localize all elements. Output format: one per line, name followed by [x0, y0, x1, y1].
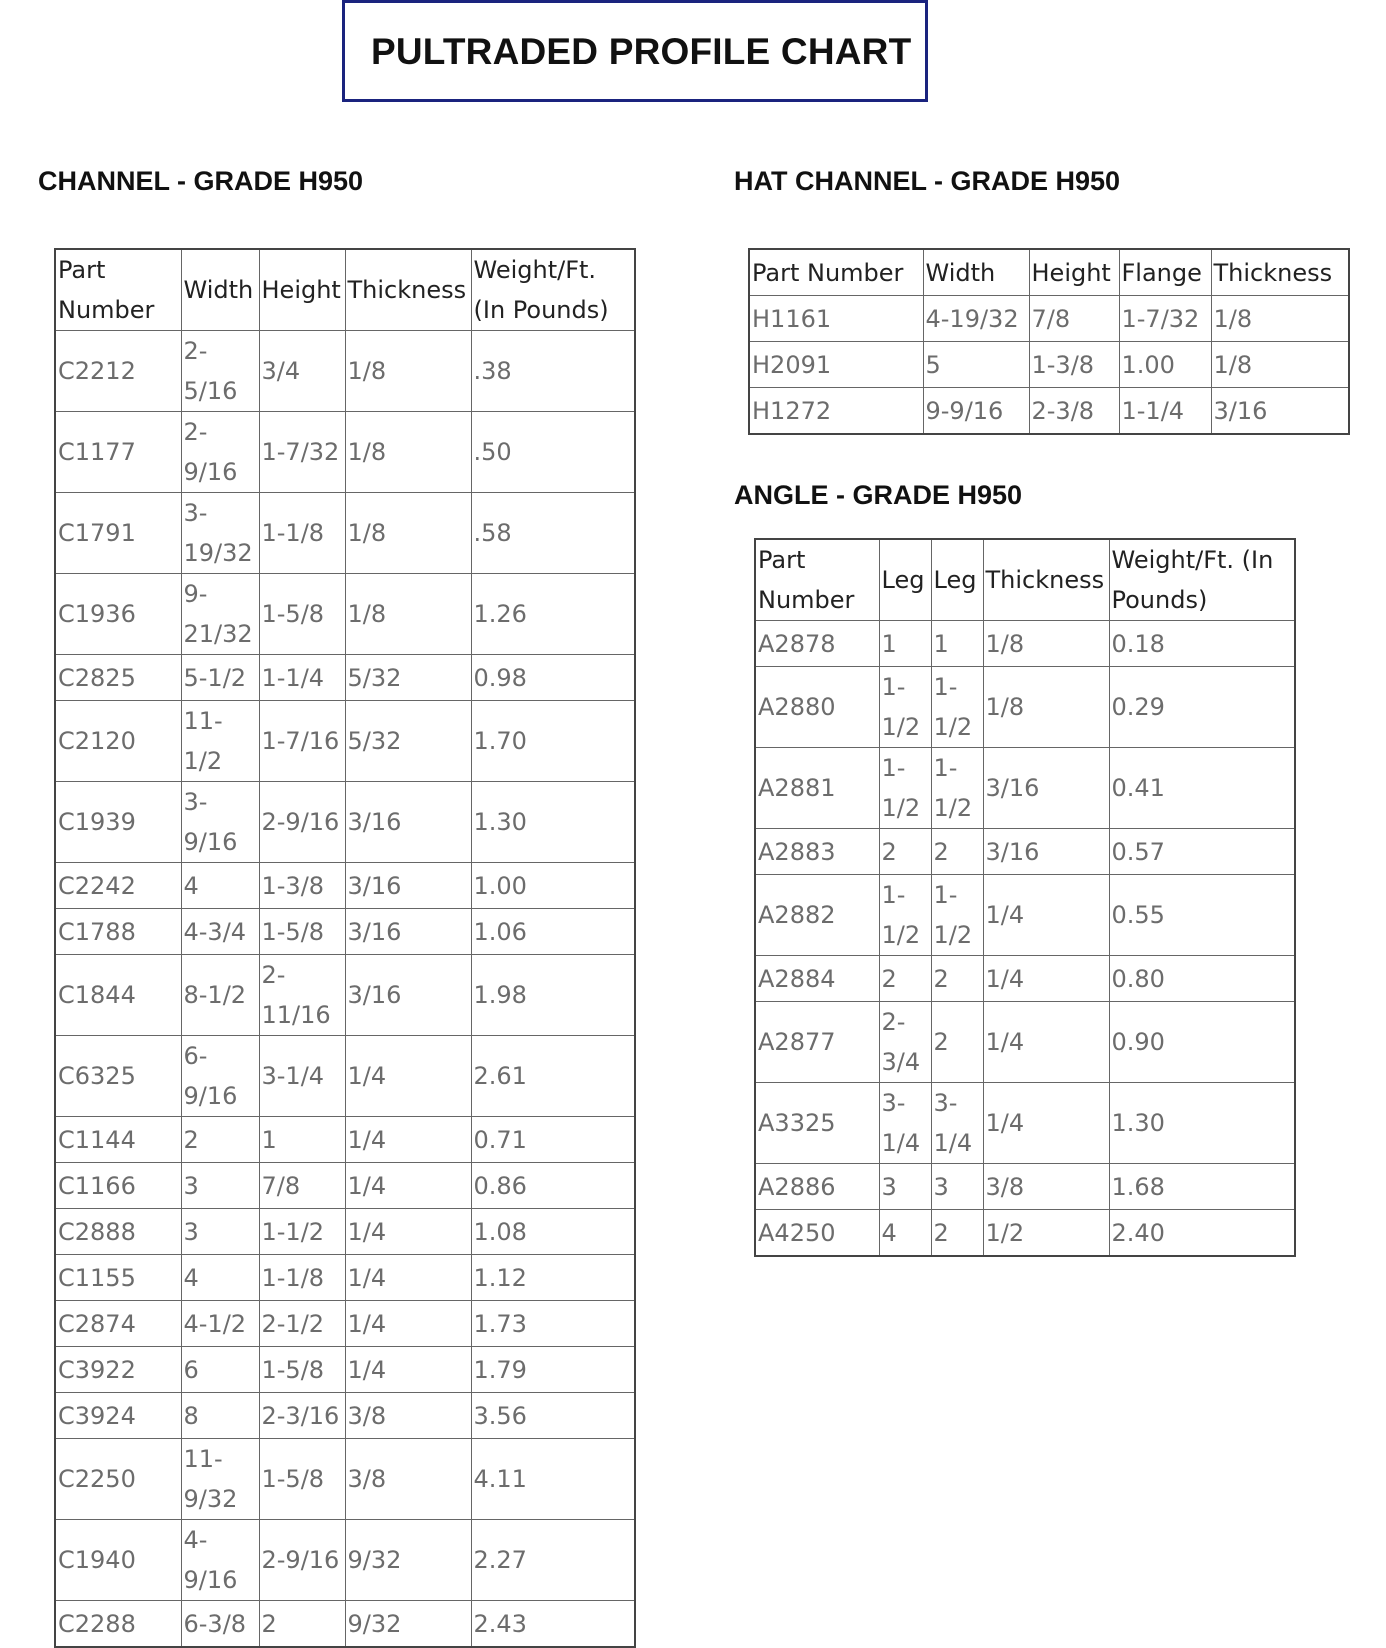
table-cell: 1/8 [1211, 342, 1349, 388]
table-cell: 3-1/4 [931, 1083, 983, 1164]
table-row [749, 296, 1349, 342]
table-cell: 2 [879, 829, 931, 875]
table-cell: 1/4 [345, 1163, 471, 1209]
table-cell: 1/8 [345, 574, 471, 655]
table-row [55, 701, 635, 782]
table-cell: A2886 [755, 1164, 879, 1210]
table-cell: 2-1/2 [259, 1301, 345, 1347]
table-cell: 1/4 [345, 1117, 471, 1163]
table-cell: 2.43 [471, 1601, 635, 1648]
table-cell: 2 [931, 956, 983, 1002]
table-cell: 3/16 [983, 748, 1109, 829]
table-cell: 6 [181, 1347, 259, 1393]
table-cell: 2-9/16 [259, 1520, 345, 1601]
table-row [55, 1117, 635, 1163]
table-cell: 1/4 [983, 1083, 1109, 1164]
table-row [55, 909, 635, 955]
table-cell: A2882 [755, 875, 879, 956]
column-header: Weight/Ft. (In Pounds) [1109, 539, 1295, 621]
table-cell: H2091 [749, 342, 923, 388]
column-header: Flange [1119, 249, 1211, 296]
table-cell: 0.71 [471, 1117, 635, 1163]
table-cell: 2-3/8 [1029, 388, 1119, 435]
table-cell: 0.57 [1109, 829, 1295, 875]
column-header: Part Number [749, 249, 923, 296]
table-cell: 1-1/2 [259, 1209, 345, 1255]
table-cell: 3/8 [345, 1439, 471, 1520]
table-cell: C2242 [55, 863, 181, 909]
table-cell: .58 [471, 493, 635, 574]
table-row [55, 1255, 635, 1301]
column-header: Leg [879, 539, 931, 621]
channel-heading: CHANNEL - GRADE H950 [38, 166, 364, 196]
table-cell: 4 [879, 1210, 931, 1257]
table-row [755, 956, 1295, 1002]
table-cell: 1/4 [983, 956, 1109, 1002]
table-cell: 3/16 [345, 909, 471, 955]
table-cell: 2-9/16 [259, 782, 345, 863]
column-header: Part Number [55, 249, 181, 331]
table-cell: 0.41 [1109, 748, 1295, 829]
table-cell: 1-1/2 [931, 667, 983, 748]
column-header: Width [923, 249, 1029, 296]
table-cell: 3-9/16 [181, 782, 259, 863]
table-row [55, 1393, 635, 1439]
table-cell: 2-5/16 [181, 331, 259, 412]
table-cell: 4.11 [471, 1439, 635, 1520]
table-cell: .50 [471, 412, 635, 493]
table-cell: 4-1/2 [181, 1301, 259, 1347]
table-cell: 8 [181, 1393, 259, 1439]
table-row [55, 574, 635, 655]
table-row [755, 1164, 1295, 1210]
table-row [755, 829, 1295, 875]
table-cell: 2 [879, 956, 931, 1002]
table-cell: C1791 [55, 493, 181, 574]
table-cell: 1-1/2 [879, 875, 931, 956]
table-cell: 0.98 [471, 655, 635, 701]
table-cell: C1144 [55, 1117, 181, 1163]
table-row [55, 1347, 635, 1393]
table-cell: 11-1/2 [181, 701, 259, 782]
table-cell: 1/4 [345, 1255, 471, 1301]
table-row [755, 667, 1295, 748]
table-cell: 9/32 [345, 1520, 471, 1601]
table-cell: 1.08 [471, 1209, 635, 1255]
table-cell: 1-1/2 [879, 748, 931, 829]
table-cell: 1/4 [345, 1036, 471, 1117]
table-cell: 0.86 [471, 1163, 635, 1209]
angle-heading: ANGLE - GRADE H950 [734, 480, 1023, 510]
column-header: Height [259, 249, 345, 331]
table-cell: 5/32 [345, 701, 471, 782]
table-row [755, 1002, 1295, 1083]
table-cell: C2250 [55, 1439, 181, 1520]
table-cell: 1-7/16 [259, 701, 345, 782]
table-cell: 1.06 [471, 909, 635, 955]
table-cell: 1-7/32 [259, 412, 345, 493]
table-cell: 3/16 [345, 955, 471, 1036]
table-row [749, 388, 1349, 435]
column-header: Thickness [983, 539, 1109, 621]
table-cell: 3 [181, 1209, 259, 1255]
table-row [55, 1163, 635, 1209]
table-cell: C2120 [55, 701, 181, 782]
table-cell: 1/4 [345, 1209, 471, 1255]
table-cell: 0.80 [1109, 956, 1295, 1002]
table-row [55, 1036, 635, 1117]
column-header: Thickness [1211, 249, 1349, 296]
table-cell: 1/4 [983, 875, 1109, 956]
table-cell: 1-3/8 [1029, 342, 1119, 388]
table-cell: 1.73 [471, 1301, 635, 1347]
hat-channel-heading: HAT CHANNEL - GRADE H950 [734, 166, 1121, 196]
table-cell: 1/4 [345, 1301, 471, 1347]
table-cell: 3/4 [259, 331, 345, 412]
table-cell: 1-5/8 [259, 1439, 345, 1520]
table-cell: 2 [259, 1601, 345, 1648]
table-cell: 2.61 [471, 1036, 635, 1117]
table-cell: 1/2 [983, 1210, 1109, 1257]
table-row [55, 863, 635, 909]
table-header-row [755, 539, 1295, 621]
table-cell: 7/8 [259, 1163, 345, 1209]
page-title: PULTRADED PROFILE CHART [371, 31, 912, 72]
table-cell: 1.00 [1119, 342, 1211, 388]
table-cell: 1-1/8 [259, 493, 345, 574]
table-row [55, 412, 635, 493]
table-cell: A2881 [755, 748, 879, 829]
table-cell: 1/4 [983, 1002, 1109, 1083]
table-cell: 4-9/16 [181, 1520, 259, 1601]
table-cell: 1/8 [345, 412, 471, 493]
table-cell: 5/32 [345, 655, 471, 701]
table-cell: A2880 [755, 667, 879, 748]
table-cell: C3924 [55, 1393, 181, 1439]
table-cell: 3/8 [345, 1393, 471, 1439]
table-cell: 1.70 [471, 701, 635, 782]
table-cell: C2825 [55, 655, 181, 701]
table-row [55, 1439, 635, 1520]
table-cell: 1.79 [471, 1347, 635, 1393]
table-cell: 8-1/2 [181, 955, 259, 1036]
table-row [755, 1210, 1295, 1257]
table-cell: A2878 [755, 621, 879, 667]
table-cell: 3-19/32 [181, 493, 259, 574]
table-cell: C2212 [55, 331, 181, 412]
table-cell: 0.18 [1109, 621, 1295, 667]
table-row [55, 1520, 635, 1601]
table-cell: C1166 [55, 1163, 181, 1209]
table-cell: 2-3/4 [879, 1002, 931, 1083]
table-row [755, 621, 1295, 667]
table-cell: 1-5/8 [259, 909, 345, 955]
table-cell: 1.98 [471, 955, 635, 1036]
table-cell: 1 [931, 621, 983, 667]
table-row [755, 1083, 1295, 1164]
table-cell: 1-1/4 [1119, 388, 1211, 435]
channel-table [54, 248, 636, 1648]
angle-table [754, 538, 1296, 1257]
table-cell: 4 [181, 1255, 259, 1301]
table-row [55, 655, 635, 701]
column-header: Height [1029, 249, 1119, 296]
column-header: Leg [931, 539, 983, 621]
table-cell: 5 [923, 342, 1029, 388]
table-cell: 2-9/16 [181, 412, 259, 493]
table-cell: 2-11/16 [259, 955, 345, 1036]
column-header: Thickness [345, 249, 471, 331]
table-cell: 1/8 [983, 667, 1109, 748]
table-cell: 1-1/8 [259, 1255, 345, 1301]
table-cell: 1/8 [1211, 296, 1349, 342]
table-row [55, 1301, 635, 1347]
table-cell: 2-3/16 [259, 1393, 345, 1439]
table-cell: 1-5/8 [259, 574, 345, 655]
table-cell: C1177 [55, 412, 181, 493]
table-cell: 9/32 [345, 1601, 471, 1648]
table-cell: 3-1/4 [879, 1083, 931, 1164]
table-cell: 2.40 [1109, 1210, 1295, 1257]
table-cell: 1/8 [345, 493, 471, 574]
table-row [55, 493, 635, 574]
table-cell: A3325 [755, 1083, 879, 1164]
table-cell: 1.68 [1109, 1164, 1295, 1210]
table-cell: A2883 [755, 829, 879, 875]
table-cell: H1272 [749, 388, 923, 435]
table-cell: 2 [931, 1002, 983, 1083]
table-cell: 3/8 [983, 1164, 1109, 1210]
table-cell: 1/4 [345, 1347, 471, 1393]
table-cell: 4-3/4 [181, 909, 259, 955]
table-row [55, 1601, 635, 1648]
table-cell: C1155 [55, 1255, 181, 1301]
table-cell: 3/16 [983, 829, 1109, 875]
table-cell: 9-21/32 [181, 574, 259, 655]
table-cell: 0.29 [1109, 667, 1295, 748]
table-cell: 2 [181, 1117, 259, 1163]
table-cell: 0.90 [1109, 1002, 1295, 1083]
table-cell: 1-7/32 [1119, 296, 1211, 342]
table-cell: A2884 [755, 956, 879, 1002]
table-cell: 4 [181, 863, 259, 909]
table-cell: C1788 [55, 909, 181, 955]
table-cell: 1-5/8 [259, 1347, 345, 1393]
hat-channel-table [748, 248, 1350, 435]
table-cell: A2877 [755, 1002, 879, 1083]
column-header: Part Number [755, 539, 879, 621]
table-cell: .38 [471, 331, 635, 412]
table-cell: 1-3/8 [259, 863, 345, 909]
table-header-row [55, 249, 635, 331]
table-cell: 3-1/4 [259, 1036, 345, 1117]
table-cell: 6-9/16 [181, 1036, 259, 1117]
table-cell: 1 [259, 1117, 345, 1163]
table-cell: 1.30 [471, 782, 635, 863]
table-cell: 9-9/16 [923, 388, 1029, 435]
table-cell: C1939 [55, 782, 181, 863]
table-cell: C1844 [55, 955, 181, 1036]
table-cell: 0.55 [1109, 875, 1295, 956]
table-cell: 1/8 [345, 331, 471, 412]
table-row [55, 331, 635, 412]
table-cell: C2874 [55, 1301, 181, 1347]
table-cell: 1.30 [1109, 1083, 1295, 1164]
table-cell: 3.56 [471, 1393, 635, 1439]
table-cell: 3 [181, 1163, 259, 1209]
table-cell: 1.00 [471, 863, 635, 909]
table-cell: 1 [879, 621, 931, 667]
table-cell: 1-1/4 [259, 655, 345, 701]
table-cell: 1-1/2 [879, 667, 931, 748]
table-cell: 2 [931, 829, 983, 875]
page-title-box [342, 0, 928, 102]
table-cell: H1161 [749, 296, 923, 342]
table-cell: 4-19/32 [923, 296, 1029, 342]
table-cell: 1/8 [983, 621, 1109, 667]
table-cell: 2 [931, 1210, 983, 1257]
table-cell: C6325 [55, 1036, 181, 1117]
table-row [55, 1209, 635, 1255]
table-row [749, 342, 1349, 388]
table-row [55, 782, 635, 863]
table-header-row [749, 249, 1349, 296]
table-row [755, 875, 1295, 956]
table-cell: 3/16 [1211, 388, 1349, 435]
table-cell: C2888 [55, 1209, 181, 1255]
table-cell: A4250 [755, 1210, 879, 1257]
table-cell: 2.27 [471, 1520, 635, 1601]
table-cell: 6-3/8 [181, 1601, 259, 1648]
table-cell: C1940 [55, 1520, 181, 1601]
table-cell: 3/16 [345, 863, 471, 909]
table-cell: C3922 [55, 1347, 181, 1393]
table-cell: 1.26 [471, 574, 635, 655]
table-cell: 1.12 [471, 1255, 635, 1301]
table-cell: 11-9/32 [181, 1439, 259, 1520]
table-cell: 3 [931, 1164, 983, 1210]
table-cell: 3/16 [345, 782, 471, 863]
table-cell: 3 [879, 1164, 931, 1210]
table-cell: 5-1/2 [181, 655, 259, 701]
table-cell: 1-1/2 [931, 748, 983, 829]
table-cell: 1-1/2 [931, 875, 983, 956]
table-cell: C2288 [55, 1601, 181, 1648]
column-header: Width [181, 249, 259, 331]
column-header: Weight/Ft. (In Pounds) [471, 249, 635, 331]
table-row [755, 748, 1295, 829]
table-cell: 7/8 [1029, 296, 1119, 342]
table-row [55, 955, 635, 1036]
table-cell: C1936 [55, 574, 181, 655]
